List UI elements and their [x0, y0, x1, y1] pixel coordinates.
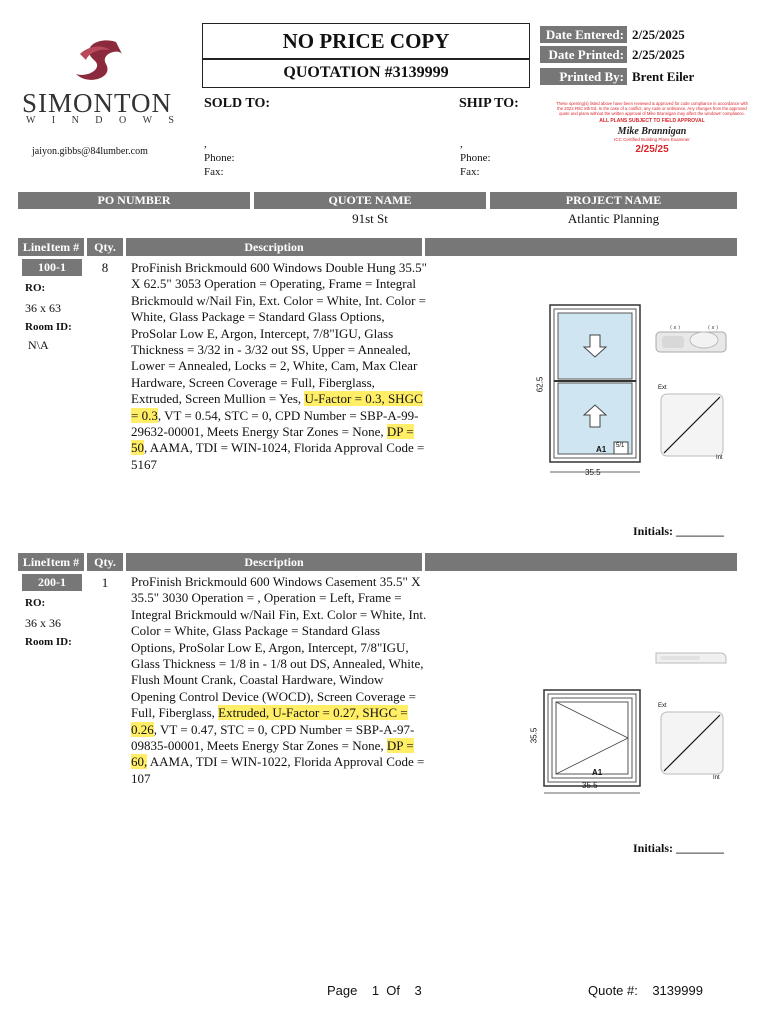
quote-number: 3139999 — [652, 983, 703, 998]
stamp-approval: ALL PLANS SUBJECT TO FIELD APPROVAL — [599, 118, 705, 124]
item2-description — [131, 574, 427, 787]
item1-description-header: Description — [126, 238, 422, 256]
item2-desc-text: ProFinish Brickmould 600 Windows Casement 35.5" X 35.5" 3030 Operation = , Operation = Left, Frame = Integral Brickmould w/Nail Fin, Ext. Color = White, Int. Color = White, Glass Package = Standard Glass Options, ProSolar Low E, Argon, Intercept, 7/8"IGU, Glass Thickness = 1/8 in - 1/8 out DS, Annealed, White, Flush Mount Crank, Coastal Hardware, Window Opening Control Device (WOCD), Screen Coverage = Full, Fiberglass, — [131, 574, 427, 721]
item2-ext-label: Ext — [658, 703, 667, 709]
quote-label: Quote #: — [588, 983, 638, 998]
sold-to-phone: Phone: — [204, 152, 235, 164]
item2-glass-diagram — [656, 703, 736, 783]
quotation-box — [202, 58, 530, 88]
item2-width-label: 35.5 — [582, 781, 598, 790]
quotation-number: QUOTATION #3139999 — [283, 64, 449, 81]
item1-room: N\A — [28, 338, 49, 352]
item1-int-label: Int — [716, 455, 723, 461]
stamp-small-text: These opening(s) listed above have been reviewed & approved for code compliance in accordance with the 2023 FBC 8th Ed. In the case of a conflict, any code or ordinance. Any changes from the approved quote and plans without the written approval of Mike Brannigan may affect the windows' compliance. — [556, 101, 748, 116]
date-printed-label: Date Printed: — [540, 46, 627, 63]
item2-initials[interactable]: Initials: ________ — [633, 841, 725, 855]
logo-brand: SIMONTON — [22, 88, 173, 118]
item2-ro-label: RO: — [25, 597, 46, 609]
item1-ro: 36 x 63 — [25, 301, 61, 315]
customer-email[interactable]: jaiyon.gibbs@84lumber.com — [32, 146, 148, 157]
page-title: NO PRICE COPY — [282, 29, 450, 53]
title-box — [202, 23, 530, 60]
date-printed: 2/25/2025 — [632, 47, 685, 62]
item1-window-drawing — [530, 300, 650, 480]
po-number-header: PO NUMBER — [18, 192, 250, 209]
sold-to-fax: Fax: — [204, 166, 224, 178]
item2-desc-mid: , VT = 0.47, STC = 0, CPD Number = SBP-A-97-09835-00001, Meets Energy Star Zones = None, — [131, 721, 415, 754]
item1-initials[interactable]: Initials: ________ — [633, 524, 725, 538]
quote-name-header: QUOTE NAME — [254, 192, 486, 209]
item1-room-label: Room ID: — [25, 321, 72, 333]
quote-name-value: 91st St — [352, 211, 388, 226]
item1-desc-after: , AAMA, TDI = WIN-1024, Florida Approval Code = 5167 — [131, 440, 425, 472]
item1-qty: 8 — [101, 260, 109, 275]
printed-by: Brent Eiler — [632, 69, 695, 84]
item1-width-label: 35.5 — [585, 468, 601, 477]
approval-stamp — [554, 101, 750, 161]
ship-to-label: SHIP TO: — [459, 96, 519, 111]
project-name-header: PROJECT NAME — [490, 192, 737, 209]
item2-description-header: Description — [126, 553, 422, 571]
sold-to-comma: , — [204, 138, 207, 150]
of-label: Of — [386, 983, 401, 998]
item1-qty-header: Qty. — [87, 238, 123, 256]
item2-desc-after: AAMA, TDI = WIN-1022, Florida Approval Code = 107 — [131, 754, 425, 786]
ship-to-comma: , — [460, 138, 463, 150]
item1-hardware-image — [652, 320, 732, 362]
item1-desc-text: ProFinish Brickmould 600 Windows Double Hung 35.5" X 62.5" 3053 Operation = Operating, Frame = Integral Brickmould w/Nail Fin, Ext. Color = White, Int. Color = White, Glass Package = Standard Glass Options, ProSolar Low E, Argon, Intercept, 7/8"IGU, Glass Thickness = 3/32 in - 3/32 out SS, Upper = Annealed, Lower = Annealed, Locks = 2, White, Cam, Max Clear Hardware, Screen Coverage = Full, Fiberglass, Extruded, Screen Mullion = Yes, — [131, 260, 427, 407]
item1-height-label: 62.5 — [535, 376, 545, 393]
logo-mark-icon — [18, 38, 178, 90]
page-total: 3 — [414, 983, 422, 998]
item2-lineitem-header: LineItem # — [18, 553, 84, 571]
item1-ro-label: RO: — [25, 282, 46, 294]
item1-ext-label: Ext — [658, 385, 667, 391]
item2-tag: A1 — [592, 768, 603, 777]
project-name-value: Atlantic Planning — [567, 211, 660, 226]
page-label: Page — [327, 983, 358, 998]
item1-glass-diagram — [656, 385, 736, 465]
item2-height-label: 35.5 — [529, 727, 539, 744]
svg-text:( x ): ( x ) — [670, 325, 681, 331]
item2-ro: 36 x 36 — [25, 616, 61, 630]
item1-description — [131, 260, 427, 473]
sold-to-label: SOLD TO: — [204, 96, 271, 111]
item1-line-item: 100-1 — [22, 259, 82, 276]
item2-crank-image — [652, 645, 732, 671]
date-entered-label: Date Entered: — [540, 26, 627, 43]
item2-window-drawing — [530, 685, 650, 800]
stamp-title: ICC Certified Building Plans Examiner — [614, 137, 690, 142]
ship-to-phone: Phone: — [460, 152, 491, 164]
logo-sub: W I N D O W S — [26, 115, 181, 126]
item1-ratio: 5/1 — [616, 443, 625, 449]
item1-uf-shgc: U-Factor = 0.3, SHGC = 0.3 — [131, 391, 423, 423]
simonton-logo — [18, 38, 181, 128]
item2-room-label: Room ID: — [25, 636, 72, 648]
ship-to-fax: Fax: — [460, 166, 480, 178]
printed-by-label: Printed By: — [540, 68, 627, 85]
item1-lineitem-header: LineItem # — [18, 238, 84, 256]
page-indicator — [327, 983, 422, 998]
footer-quote — [588, 983, 703, 998]
item2-qty: 1 — [101, 575, 109, 590]
item2-dp: DP = 60, — [131, 738, 414, 770]
item2-image-header — [425, 553, 737, 571]
page-number: 1 — [371, 983, 380, 998]
svg-text:( x ): ( x ) — [708, 325, 719, 331]
item1-image-header — [425, 238, 737, 256]
stamp-signature: Mike Brannigan — [617, 126, 687, 137]
item2-int-label: Int — [713, 775, 720, 781]
stamp-date: 2/25/25 — [635, 144, 669, 155]
item2-uf-shgc: Extruded, U-Factor = 0.27, SHGC = 0.26 — [131, 705, 408, 737]
item1-dp: DP = 50 — [131, 424, 414, 456]
item2-qty-header: Qty. — [87, 553, 123, 571]
date-entered: 2/25/2025 — [632, 27, 685, 42]
item1-desc-mid: , VT = 0.54, STC = 0, CPD Number = SBP-A-99-29632-00001, Meets Energy Star Zones = None, — [131, 407, 419, 440]
item1-tag: A1 — [596, 445, 607, 454]
item2-line-item: 200-1 — [22, 574, 82, 591]
